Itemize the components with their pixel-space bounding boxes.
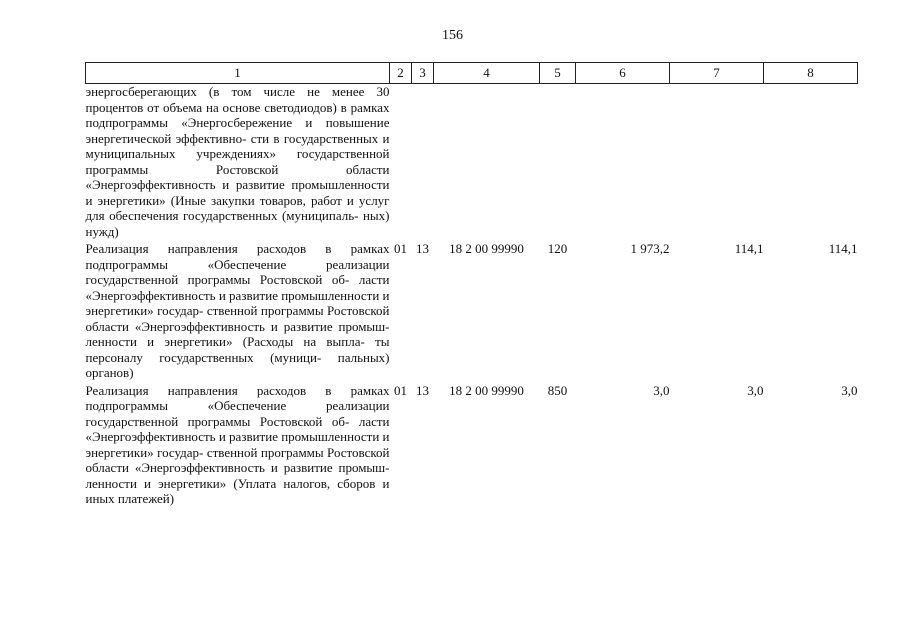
row-section-code: 01: [394, 241, 407, 256]
col-header-3: 3: [412, 63, 434, 84]
row-amount-year-2: [670, 84, 764, 240]
row-amount-year-3: 3,0: [841, 382, 858, 398]
row-section-code: [390, 84, 412, 240]
row-subsection-code: [412, 84, 434, 240]
row-target-article: [434, 84, 540, 240]
header-row: [86, 63, 858, 84]
description-line: ты персоналу государственных (муници-: [85, 334, 390, 365]
description-line: учреждениях» государственной программы: [85, 146, 390, 177]
row-target-article: 18 2 00 99990: [449, 382, 524, 398]
table-row: [86, 84, 858, 240]
table-row: [86, 239, 858, 381]
budget-table: [85, 62, 858, 507]
row-section-code: 01: [394, 382, 407, 398]
row-expense-type: [540, 84, 576, 240]
description-line: и развитие промышленности и энергетики»: [85, 177, 390, 208]
description-line: промышленности и энергетики» государ-: [85, 287, 390, 318]
description-line: государственной программы Ростовской об-: [85, 272, 350, 287]
col-header-2: 2: [390, 63, 412, 84]
row-expense-type: 850: [547, 382, 568, 398]
description-line: ленности и энергетики» (Расходы на выпла-: [85, 334, 365, 349]
description-line: «Энергоэффективность и развитие промыш-: [134, 318, 390, 334]
description-line: ных) нужд): [85, 208, 390, 239]
description-line: обеспечения государственных (муниципаль-: [109, 208, 359, 223]
description-line: «Энергоэффективность и развитие промыш-: [134, 460, 390, 475]
description-line: Реализация направления расходов в рамках: [85, 382, 390, 398]
col-header-6: 6: [576, 63, 670, 84]
row-description: [86, 239, 390, 381]
description-line: пальных) органов): [85, 349, 390, 380]
description-line: ласти «Энергоэффективность и развитие: [85, 272, 390, 303]
col-header-8: 8: [764, 63, 858, 84]
col-header-4: 4: [434, 63, 540, 84]
row-subsection-code: 13: [416, 382, 429, 398]
description-line: Реализация направления расходов в рамках: [85, 241, 390, 256]
col-header-7: 7: [670, 63, 764, 84]
description-line: ленности и энергетики» (Уплата налогов,: [85, 475, 331, 491]
row-amount-year-2: 3,0: [747, 382, 764, 398]
description-line: промышленности и энергетики» государ-: [85, 429, 390, 460]
row-expense-type: 120: [547, 241, 568, 256]
description-line: подпрограммы «Обеспечение реализации: [85, 256, 390, 272]
row-description: [86, 84, 390, 240]
row-amount-year-3: 114,1: [828, 241, 858, 256]
page-number: 156: [442, 28, 463, 43]
row-amount-year-1: [576, 84, 670, 240]
description-line: ственной программы Ростовской области: [85, 303, 390, 334]
description-line: государственной программы Ростовской об-: [85, 413, 350, 429]
description-line: в рамках подпрограммы «Энергосбережение: [85, 99, 390, 130]
description-line: сти в государственных и муниципальных: [85, 130, 390, 161]
row-amount-year-1: 3,0: [653, 382, 670, 398]
description-line: ласти «Энергоэффективность и развитие: [85, 413, 390, 444]
description-line: и повышение энергетической эффективно-: [85, 115, 390, 146]
row-subsection-code: 13: [416, 241, 429, 256]
row-target-article: 18 2 00 99990: [449, 241, 524, 256]
description-line: энергосберегающих (в том числе не менее 30: [85, 84, 390, 99]
description-line: сборов и иных платежей): [85, 475, 390, 506]
description-line: Ростовской области «Энергоэффективность: [85, 161, 390, 192]
table-row: [86, 381, 858, 507]
row-description: [86, 381, 390, 507]
row-amount-year-1: 1 973,2: [630, 241, 670, 256]
description-line: подпрограммы «Обеспечение реализации: [85, 398, 390, 413]
row-amount-year-2: 114,1: [734, 241, 764, 256]
row-amount-year-3: [764, 84, 858, 240]
description-line: ственной программы Ростовской области: [85, 444, 390, 475]
table-body: [86, 84, 858, 507]
col-header-1: 1: [86, 63, 390, 84]
col-header-5: 5: [540, 63, 576, 84]
description-line: процентов от объема на основе светодиодов): [85, 99, 337, 115]
description-line: (Иные закупки товаров, работ и услуг для: [85, 192, 390, 223]
